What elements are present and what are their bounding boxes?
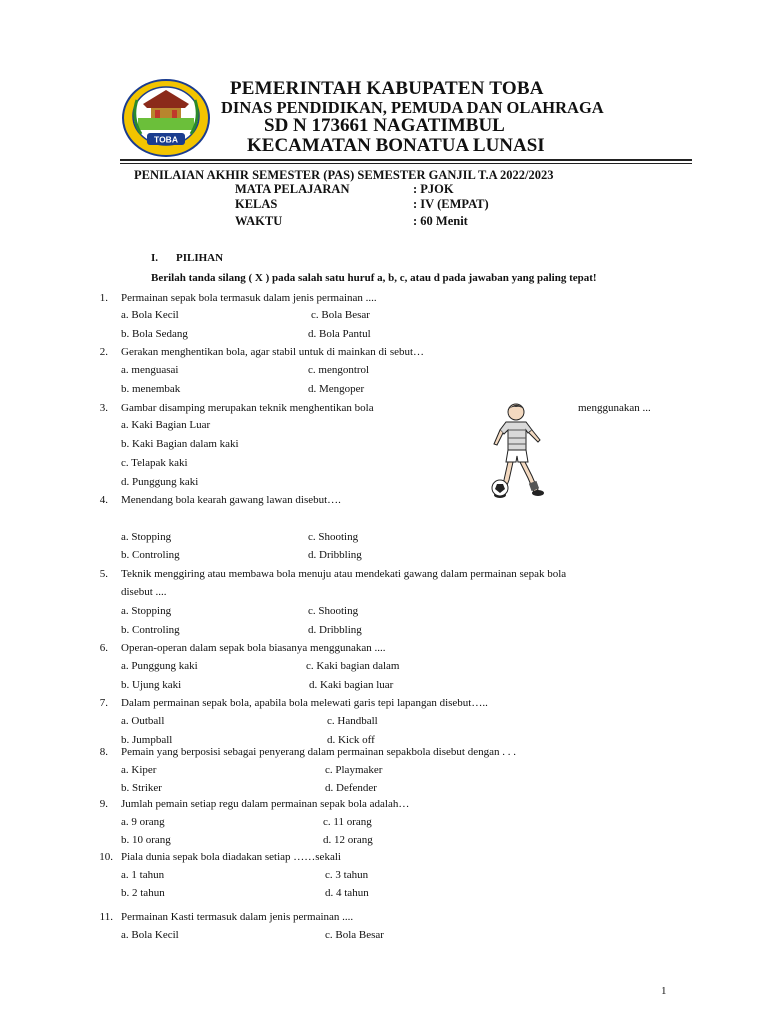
- option-b: b. Kaki Bagian dalam kaki: [121, 438, 239, 450]
- option-c: c. Shooting: [308, 605, 359, 617]
- exam-subject-value: : PJOK: [413, 182, 454, 196]
- option-a: a. Kiper: [121, 764, 157, 776]
- question-text: Dalam permainan sepak bola, apabila bola melewati garis tepi lapangan disebut…..: [121, 697, 488, 709]
- question-text-line1: Teknik menggiring atau membawa bola menuju atau mendekati gawang dalam permainan sepak bola: [121, 568, 567, 580]
- option-b: b. menembak: [121, 383, 181, 395]
- toba-logo: [121, 78, 211, 158]
- exam-subject-label: MATA PELAJARAN: [235, 182, 350, 196]
- page-number: 1: [661, 985, 667, 997]
- logo-text: TOBA: [154, 134, 178, 145]
- question-number: 1.: [99, 292, 108, 304]
- option-a: a. Bola Kecil: [121, 309, 179, 321]
- option-d: d. Mengoper: [308, 383, 365, 395]
- exam-class-label: KELAS: [235, 197, 278, 211]
- header-school-name: SD N 173661 NAGATIMBUL: [264, 115, 505, 136]
- option-b: b. 10 orang: [121, 834, 171, 846]
- question-number: 6.: [99, 642, 108, 654]
- option-c: c. Shooting: [308, 531, 359, 543]
- option-a: a. menguasai: [121, 364, 179, 376]
- option-c: c. 11 orang: [323, 816, 372, 828]
- option-c: c. 3 tahun: [325, 869, 369, 881]
- question-text: Pemain yang berposisi sebagai penyerang dalam permainan sepakbola disebut dengan . . .: [121, 746, 516, 758]
- option-a: a. Stopping: [121, 531, 172, 543]
- header-rule-thick: [120, 159, 692, 161]
- question-number: 8.: [99, 746, 108, 758]
- question-text: Menendang bola kearah gawang lawan disebut….: [121, 494, 341, 506]
- option-c: c. Kaki bagian dalam: [306, 660, 400, 672]
- question-text: Gerakan menghentikan bola, agar stabil untuk di mainkan di sebut…: [121, 346, 425, 358]
- header-department: DINAS PENDIDIKAN, PEMUDA DAN OLAHRAGA: [221, 98, 604, 117]
- header-rule-thin: [120, 163, 692, 164]
- option-d: d. Dribbling: [308, 624, 362, 636]
- option-c: c. mengontrol: [308, 364, 370, 376]
- question-number: 5.: [99, 568, 108, 580]
- question-text-tail: menggunakan ...: [578, 402, 651, 414]
- option-b: b. Controling: [121, 549, 180, 561]
- question-number: 4.: [99, 494, 108, 506]
- option-d: d. Punggung kaki: [121, 476, 199, 488]
- exam-time-label: WAKTU: [235, 214, 283, 228]
- option-c: c. Bola Besar: [325, 929, 384, 941]
- question-text-line2: disebut ....: [121, 586, 167, 598]
- section-instruction: Berilah tanda silang ( X ) pada salah satu huruf a, b, c, atau d pada jawaban yang paling tepat!: [151, 272, 597, 284]
- question-number: 10.: [99, 851, 113, 863]
- option-d: d. 12 orang: [323, 834, 373, 846]
- section-number: I.: [151, 252, 159, 264]
- option-a: a. Kaki Bagian Luar: [121, 419, 211, 431]
- option-b: b. Ujung kaki: [121, 679, 182, 691]
- exam-class-value: : IV (EMPAT): [413, 197, 489, 211]
- question-text: Jumlah pemain setiap regu dalam permainan sepak bola adalah…: [121, 798, 410, 810]
- option-b: b. Jumpball: [121, 734, 173, 746]
- option-c: c. Playmaker: [325, 764, 383, 776]
- option-a: a. 9 orang: [121, 816, 165, 828]
- question-number: 9.: [99, 798, 108, 810]
- header-government: PEMERINTAH KABUPATEN TOBA: [230, 78, 544, 99]
- option-c: c. Telapak kaki: [121, 457, 188, 469]
- option-c: c. Bola Besar: [311, 309, 370, 321]
- option-b: b. 2 tahun: [121, 887, 165, 899]
- option-d: d. 4 tahun: [325, 887, 369, 899]
- section-title: PILIHAN: [176, 252, 224, 264]
- question-text: Permainan sepak bola termasuk dalam jenis permainan ....: [121, 292, 377, 304]
- option-d: d. Bola Pantul: [308, 328, 371, 340]
- option-a: a. 1 tahun: [121, 869, 165, 881]
- option-a: a. Punggung kaki: [121, 660, 198, 672]
- option-c: c. Handball: [327, 715, 378, 727]
- option-b: b. Striker: [121, 782, 162, 794]
- option-d: d. Defender: [325, 782, 377, 794]
- question-number: 3.: [99, 402, 108, 414]
- option-d: d. Kick off: [327, 734, 375, 746]
- exam-title: PENILAIAN AKHIR SEMESTER (PAS) SEMESTER GANJIL T.A 2022/2023: [134, 168, 554, 182]
- question-number: 11.: [99, 911, 113, 923]
- option-a: a. Stopping: [121, 605, 172, 617]
- option-d: d. Dribbling: [308, 549, 362, 561]
- soccer-player-illustration: [486, 400, 556, 504]
- header-district: KECAMATAN BONATUA LUNASI: [247, 135, 545, 156]
- question-text: Permainan Kasti termasuk dalam jenis permainan ....: [121, 911, 354, 923]
- question-text: Gambar disamping merupakan teknik menghentikan bola: [121, 402, 374, 414]
- question-text: Operan-operan dalam sepak bola biasanya menggunakan ....: [121, 642, 386, 654]
- question-number: 7.: [99, 697, 108, 709]
- question-text: Piala dunia sepak bola diadakan setiap ……sekali: [121, 851, 341, 863]
- question-number: 2.: [99, 346, 108, 358]
- option-d: d. Kaki bagian luar: [309, 679, 394, 691]
- exam-time-value: : 60 Menit: [413, 214, 468, 228]
- option-a: a. Outball: [121, 715, 165, 727]
- option-a: a. Bola Kecil: [121, 929, 179, 941]
- option-b: b. Bola Sedang: [121, 328, 188, 340]
- option-b: b. Controling: [121, 624, 180, 636]
